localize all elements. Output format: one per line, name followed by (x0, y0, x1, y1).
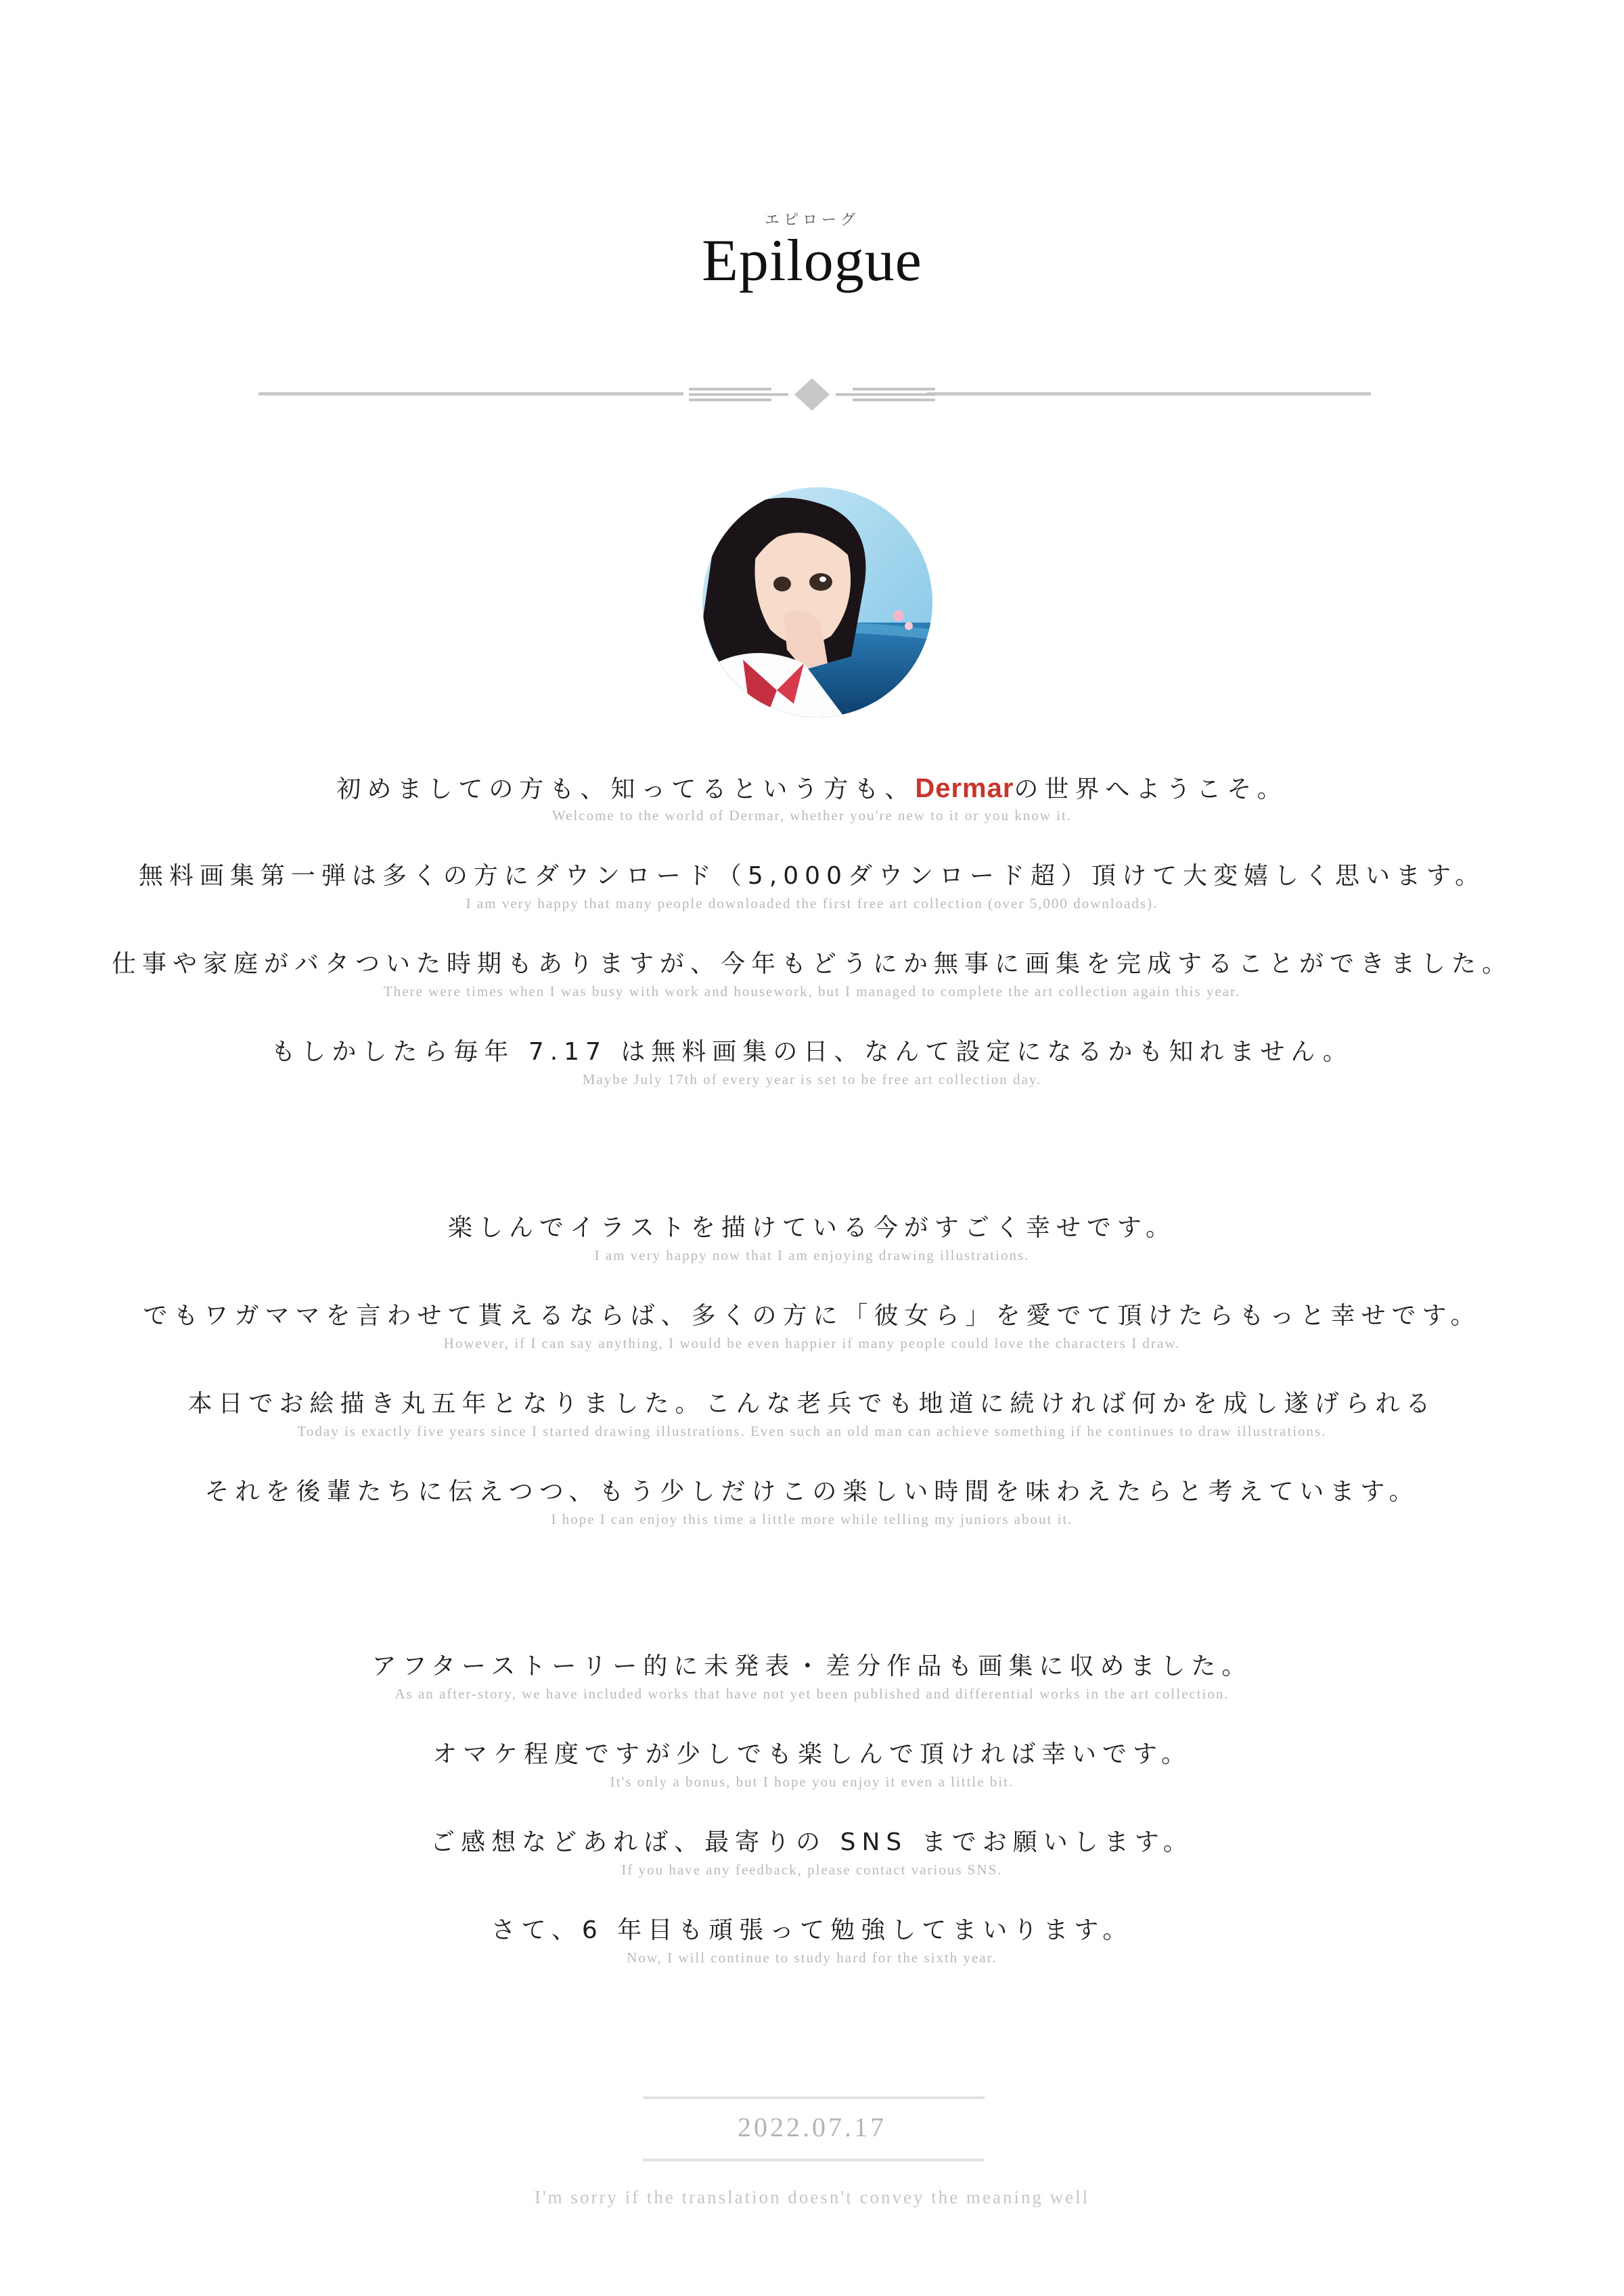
author-avatar (702, 487, 932, 717)
closing-line-2-translation: It's only a bonus, but I hope you enjoy it even a little bit. (610, 1774, 1014, 1790)
middle-line-1: 楽しんでイラストを描けている今がすごく幸せです。 (447, 1214, 1177, 1242)
middle-line-1-translation: I am very happy now that I am enjoying drawing illustrations. (594, 1247, 1030, 1263)
intro-line-1 (0, 771, 1624, 805)
epilogue-date: 2022.07.17 (738, 2112, 886, 2142)
date-rule-bottom (643, 2159, 985, 2161)
closing-line-4: さて、6 年目も頑張って勉強してまいります。 (491, 1916, 1133, 1944)
avatar-illustration (702, 487, 932, 717)
closing-line-4-translation: Now, I will continue to study hard for the sixth year. (627, 1950, 997, 1966)
intro-line-1-translation: Welcome to the world of Dermar, whether you're new to it or you know it. (551, 807, 1073, 824)
closing-section (0, 1650, 1624, 2002)
intro-line-4-translation: Maybe July 17th of every year is set to be free art collection day. (582, 1071, 1042, 1087)
closing-line-2: オマケ程度ですが少しでも楽しんで頂ければ幸いです。 (432, 1740, 1192, 1768)
intro-line-1-after: の世界へようこそ。 (1014, 775, 1288, 803)
closing-line-3-translation: If you have any feedback, please contact various SNS. (621, 1862, 1003, 1878)
closing-line-3: ご感想などあれば、最寄りの SNS までお願いします。 (430, 1828, 1194, 1856)
middle-line-2: でもワガママを言わせて貰えるならば、多くの方に「彼女ら」を愛でて頂けたらもっと幸せです。 (143, 1302, 1481, 1330)
middle-line-3: 本日でお絵描き丸五年となりました。こんな老兵でも地道に続ければ何かを成し遂げられる (187, 1390, 1437, 1418)
page-title: Epilogue (702, 228, 922, 294)
intro-line-2-translation: I am very happy that many people downloaded the first free art collection (over 5,000 downloads). (466, 895, 1158, 911)
intro-line-1-before: 初めましての方も、知ってるという方も、 (336, 775, 916, 803)
intro-line-4: もしかしたら毎年 7.17 は無料画集の日、なんて設定になるかも知れません。 (271, 1038, 1353, 1066)
middle-line-4: それを後輩たちに伝えつつ、もう少しだけこの楽しい時間を味わえたらと考えています。 (204, 1478, 1420, 1506)
middle-line-3-translation: Today is exactly five years since I started drawing illustrations. Even such an old man can achieve something if he continues to draw illustrations. (297, 1423, 1327, 1439)
date-rule-top (643, 2096, 985, 2099)
intro-line-3: 仕事や家庭がバタついた時期もありますが、今年もどうにか無事に画集を完成することができました。 (111, 950, 1512, 978)
closing-line-1-translation: As an after-story, we have included works that have not yet been published and differential works in the art collection. (394, 1686, 1230, 1702)
intro-line-3-translation: There were times when I was busy with work and housework, but I managed to complete the art collection again this year. (383, 983, 1241, 999)
title-ruby: エピローグ (764, 212, 859, 229)
middle-line-2-translation: However, if I can say anything, I would be even happier if many people could love the characters I draw. (443, 1335, 1181, 1351)
closing-line-1: アフターストーリー的に未発表・差分作品も画集に収めました。 (371, 1652, 1253, 1680)
translation-note: I'm sorry if the translation doesn't convey the meaning well (534, 2187, 1090, 2207)
intro-line-2: 無料画集第一弾は多くの方にダウンロード（5,000ダウンロード超）頂けて大変嬉しく思います。 (138, 862, 1486, 890)
middle-line-4-translation: I hope I can enjoy this time a little more while telling my juniors about it. (551, 1511, 1073, 1527)
ornamental-divider (0, 369, 1624, 416)
brand-name: Dermar (915, 773, 1014, 803)
intro-section (0, 771, 1624, 1123)
middle-section (0, 1211, 1624, 1563)
